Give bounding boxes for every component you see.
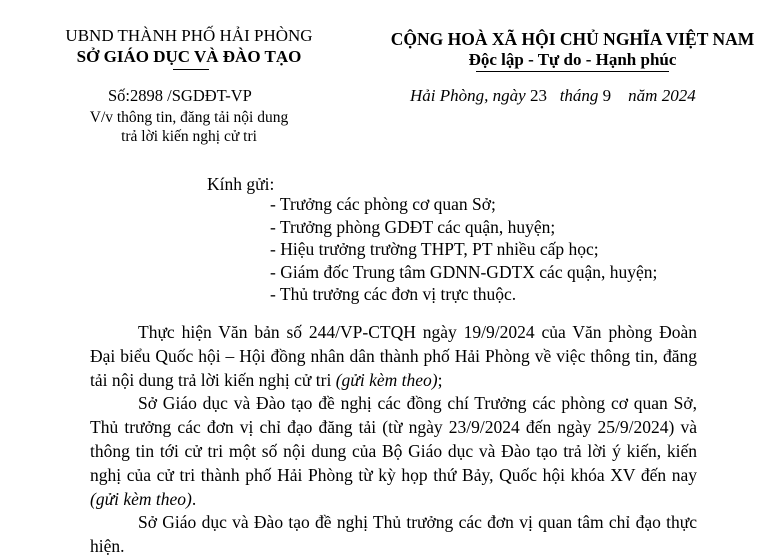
recipient-item: - Trưởng phòng GDĐT các quận, huyện;: [270, 216, 556, 237]
document-number-value: 2898: [130, 86, 164, 105]
recipient-item: - Trưởng các phòng cơ quan Sở;: [270, 194, 496, 214]
paragraph-1-text: Thực hiện Văn bản số 244/VP-CTQH ngày 19/9/2024 của Văn phòng Đoàn Đại biểu Quốc hội – Hội đồng nhân dân thành phố Hải Phòng về việc thông tin, đăng tải nội dung trả lời kiến nghị cử tri: [90, 322, 697, 390]
department-underline: [173, 69, 209, 70]
recipient-item: - Hiệu trưởng trường THPT, PT nhiều cấp học;: [270, 239, 599, 259]
salutation: Kính gửi:: [207, 174, 275, 194]
issuing-agency: UBND THÀNH PHỐ HẢI PHÒNG: [65, 26, 313, 45]
paragraph-2-end: .: [191, 489, 197, 509]
paragraph-1: [90, 320, 697, 392]
recipient-item: - Giám đốc Trung tâm GDNN-GDTX các quận, huyện;: [270, 261, 658, 282]
paragraph-1-end: ;: [437, 370, 443, 390]
date-year: năm 2024: [628, 86, 696, 105]
paragraph-3: [90, 510, 697, 558]
motto-underline: [476, 71, 669, 72]
paragraph-3-text: Sở Giáo dục và Đào tạo đề nghị Thủ trưởng các đơn vị quan tâm chỉ đạo thực hiện.: [90, 512, 697, 556]
national-motto: Độc lập - Tự do - Hạnh phúc: [468, 50, 677, 69]
document-number: [108, 86, 252, 106]
document-number-prefix: Số:: [108, 86, 131, 105]
paragraph-2-text: Sở Giáo dục và Đào tạo đề nghị các đồng chí Trưởng các phòng cơ quan Sở, Thủ trưởng các đơn vị chỉ đạo đăng tải (từ ngày 23/9/2024 đến ngày 25/9/2024) và thông tin tới cử tri một số nội dung của Bộ Giáo dục và Đào tạo trả lời ý kiến, kiến nghị của cử tri thành phố Hải Phòng từ kỳ họp thứ Bảy, Quốc hội khóa XV đến nay: [90, 393, 697, 485]
date-month-label: tháng: [559, 86, 599, 105]
date-line: [410, 86, 696, 106]
recipient-item: - Thủ trưởng các đơn vị trực thuộc.: [270, 284, 517, 304]
date-month: 9: [602, 86, 612, 105]
issuing-department: SỞ GIÁO DỤC VÀ ĐÀO TẠO: [76, 47, 302, 66]
document-number-suffix: /SGDĐT-VP: [163, 86, 252, 105]
subject-line-1: V/v thông tin, đăng tải nội dung: [89, 109, 289, 126]
paragraph-1-italic: (gửi kèm theo): [335, 370, 438, 390]
date-day: 23: [529, 86, 547, 105]
paragraph-2-italic: (gửi kèm theo): [90, 489, 192, 509]
recipient-list: [270, 193, 657, 306]
paragraph-2: [90, 391, 697, 511]
date-place: Hải Phòng, ngày: [410, 86, 526, 105]
subject-line-2: trả lời kiến nghị cử tri: [121, 128, 257, 145]
national-title: CỘNG HOÀ XÃ HỘI CHỦ NGHĨA VIỆT NAM: [390, 29, 755, 49]
